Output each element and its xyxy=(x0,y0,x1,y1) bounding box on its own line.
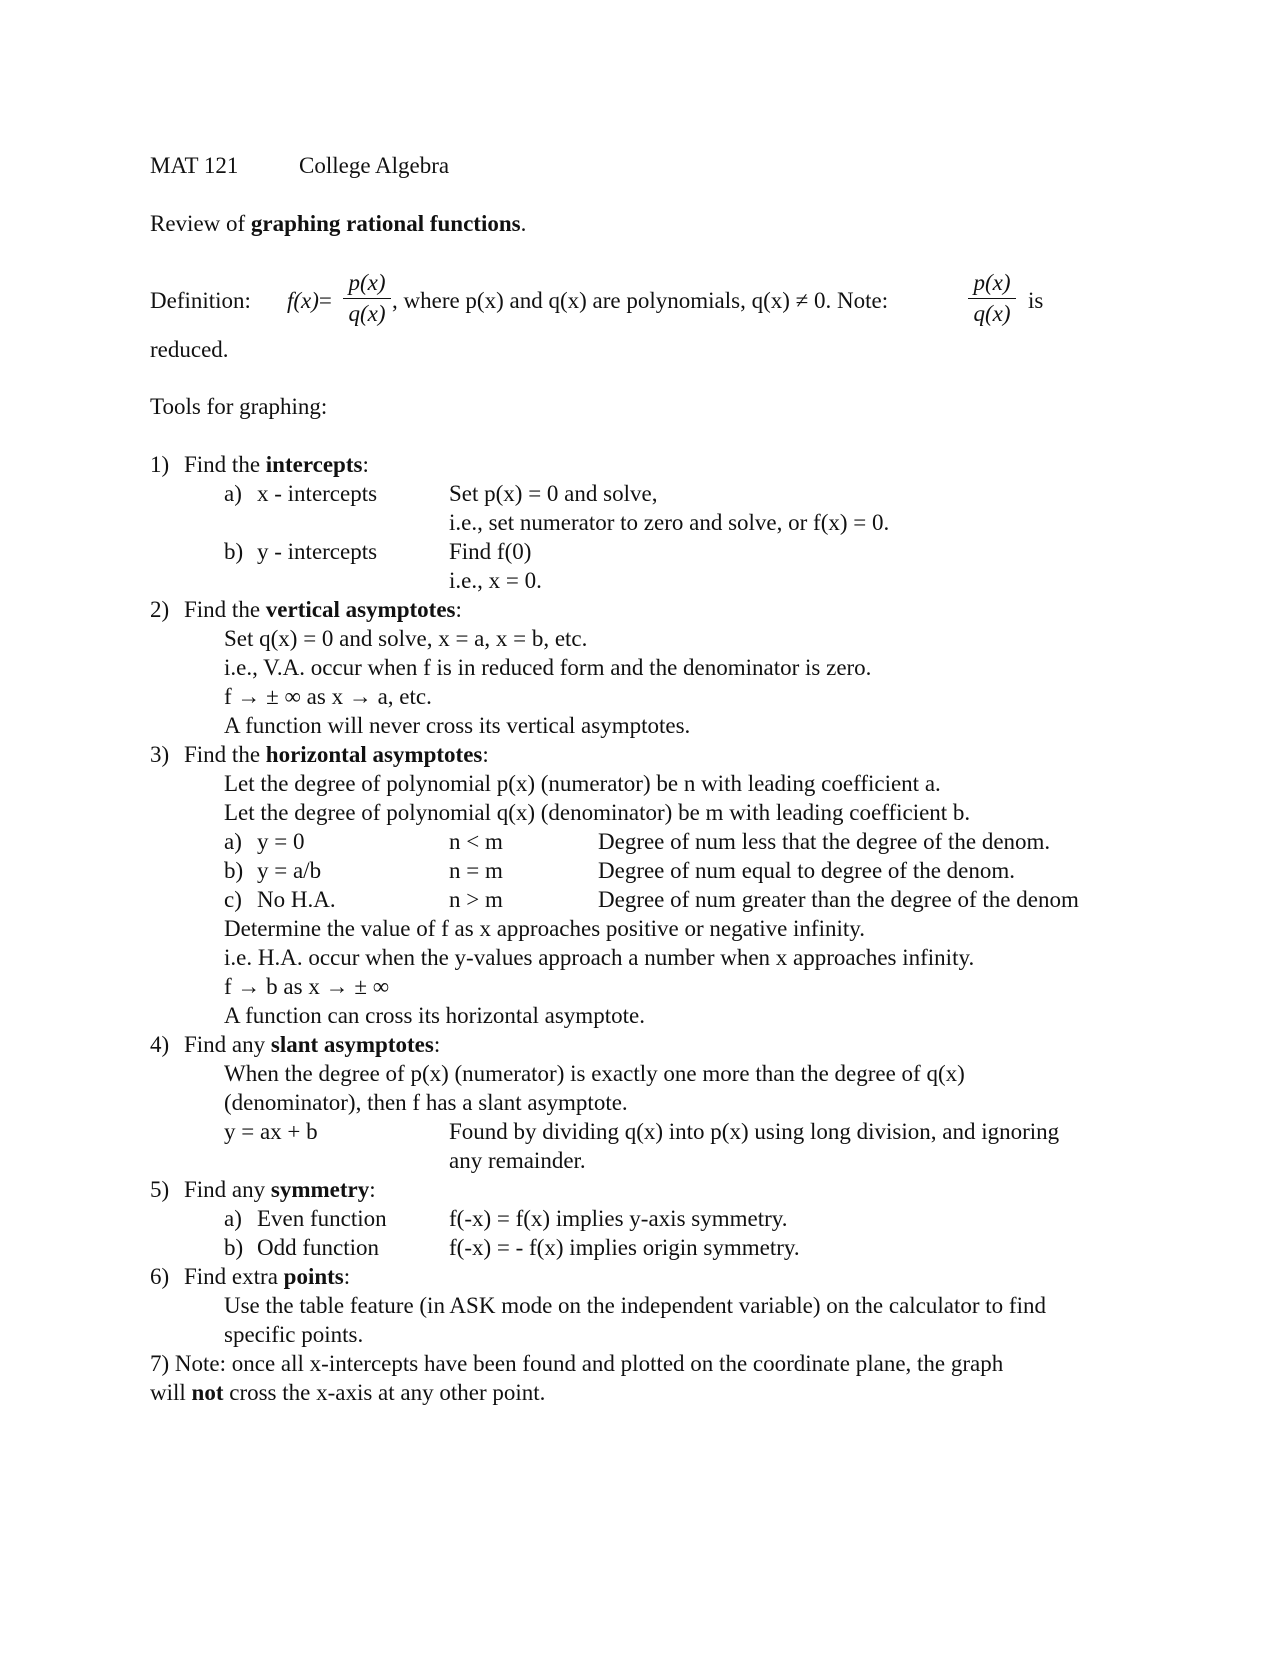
s3-outro: f → b as x → ± ∞ xyxy=(224,974,390,999)
section-2-heading: Find the vertical asymptotes: xyxy=(184,597,462,622)
section-2-number: 2) xyxy=(150,597,170,622)
s3-case-label: c) xyxy=(224,887,242,912)
s5-b-name: Odd function xyxy=(257,1235,380,1260)
fraction-bar xyxy=(343,298,391,299)
s5-a-desc: f(-x) = f(x) implies y-axis symmetry. xyxy=(449,1206,788,1231)
s3-case-result: y = a/b xyxy=(257,858,322,883)
section-4-number: 4) xyxy=(150,1032,170,1057)
s4-line-1: When the degree of p(x) (numerator) is exactly one more than the degree of q(x) xyxy=(224,1061,965,1086)
s2-line: A function will never cross its vertical asymptotes. xyxy=(224,713,691,738)
s1-a-desc-1: Set p(x) = 0 and solve, xyxy=(449,481,658,506)
section-6-heading: Find extra points: xyxy=(184,1264,351,1289)
s4-desc-2: any remainder. xyxy=(449,1148,586,1173)
definition-fraction xyxy=(343,270,391,327)
s3-intro: Let the degree of polynomial p(x) (numerator) be n with leading coefficient a. xyxy=(224,771,941,796)
s3-case-description: Degree of num less that the degree of the denom. xyxy=(598,829,1051,854)
s3-case-condition: n > m xyxy=(449,887,503,912)
s2-line: i.e., V.A. occur when f is in reduced form and the denominator is zero. xyxy=(224,655,872,680)
note-fraction-bar xyxy=(968,298,1016,299)
s3-case-label: a) xyxy=(224,829,242,854)
s1-b-desc-1: Find f(0) xyxy=(449,539,532,564)
course-code: MAT 121 xyxy=(150,153,239,178)
course-name: College Algebra xyxy=(299,153,450,178)
s6-line-2: specific points. xyxy=(224,1322,364,1347)
s4-line-2: (denominator), then f has a slant asymptote. xyxy=(224,1090,628,1115)
section-1-heading: Find the intercepts: xyxy=(184,452,369,477)
s4-equation: y = ax + b xyxy=(224,1119,318,1144)
s5-b-label: b) xyxy=(224,1235,244,1260)
s4-desc-1: Found by dividing q(x) into p(x) using long division, and ignoring xyxy=(449,1119,1060,1144)
definition-continuation: reduced. xyxy=(150,337,229,362)
fraction-numerator: p(x) xyxy=(348,270,386,295)
note-denominator: q(x) xyxy=(973,301,1011,326)
s5-a-name: Even function xyxy=(257,1206,387,1231)
s7-line-1: 7) Note: once all x-intercepts have been found and plotted on the coordinate plane, the graph xyxy=(150,1351,1004,1376)
definition-text: , where p(x) and q(x) are polynomials, q(x) ≠ 0. Note: xyxy=(392,288,889,313)
s3-intro: Let the degree of polynomial q(x) (denominator) be m with leading coefficient b. xyxy=(224,800,971,825)
definition-fx: f(x)= xyxy=(287,288,332,313)
definition-is: is xyxy=(1028,288,1044,313)
s3-case-description: Degree of num equal to degree of the denom. xyxy=(598,858,1016,883)
s3-case-description: Degree of num greater than the degree of the denom xyxy=(598,887,1079,912)
fraction-denominator: q(x) xyxy=(348,301,386,326)
page-title: Review of graphing rational functions. xyxy=(150,211,527,236)
s3-case-condition: n < m xyxy=(449,829,503,854)
s1-b-label: b) xyxy=(224,539,244,564)
s1-b-name: y - intercepts xyxy=(257,539,378,564)
s5-b-desc: f(-x) = - f(x) implies origin symmetry. xyxy=(449,1235,800,1260)
s3-case-result: y = 0 xyxy=(257,829,305,854)
s3-case-condition: n = m xyxy=(449,858,503,883)
section-4-heading: Find any slant asymptotes: xyxy=(184,1032,441,1057)
s1-b-desc-2: i.e., x = 0. xyxy=(449,568,542,593)
s2-line: Set q(x) = 0 and solve, x = a, x = b, etc. xyxy=(224,626,588,651)
s1-a-desc-2: i.e., set numerator to zero and solve, or f(x) = 0. xyxy=(449,510,890,535)
note-fraction xyxy=(968,270,1016,327)
s2-line: f → ± ∞ as x → a, etc. xyxy=(224,684,432,709)
s3-case-label: b) xyxy=(224,858,244,883)
tools-heading: Tools for graphing: xyxy=(150,394,328,419)
note-numerator: p(x) xyxy=(973,270,1011,295)
s1-a-name: x - intercepts xyxy=(257,481,378,506)
section-5-heading: Find any symmetry: xyxy=(184,1177,376,1202)
section-1-number: 1) xyxy=(150,452,170,477)
section-3-number: 3) xyxy=(150,742,170,767)
s6-line-1: Use the table feature (in ASK mode on the independent variable) on the calculator to find xyxy=(224,1293,1046,1318)
s3-case-result: No H.A. xyxy=(257,887,336,912)
title-bold: graphing rational functions xyxy=(250,211,521,236)
s3-outro: Determine the value of f as x approaches positive or negative infinity. xyxy=(224,916,866,941)
section-5-number: 5) xyxy=(150,1177,170,1202)
section-3-heading: Find the horizontal asymptotes: xyxy=(184,742,489,767)
s7-line-2: will not cross the x-axis at any other point. xyxy=(150,1380,546,1405)
s3-outro: i.e. H.A. occur when the y-values approach a number when x approaches infinity. xyxy=(224,945,975,970)
s3-outro: A function can cross its horizontal asymptote. xyxy=(224,1003,645,1028)
section-6-number: 6) xyxy=(150,1264,170,1289)
s1-a-label: a) xyxy=(224,481,242,506)
s5-a-label: a) xyxy=(224,1206,242,1231)
definition-label: Definition: xyxy=(150,288,251,313)
